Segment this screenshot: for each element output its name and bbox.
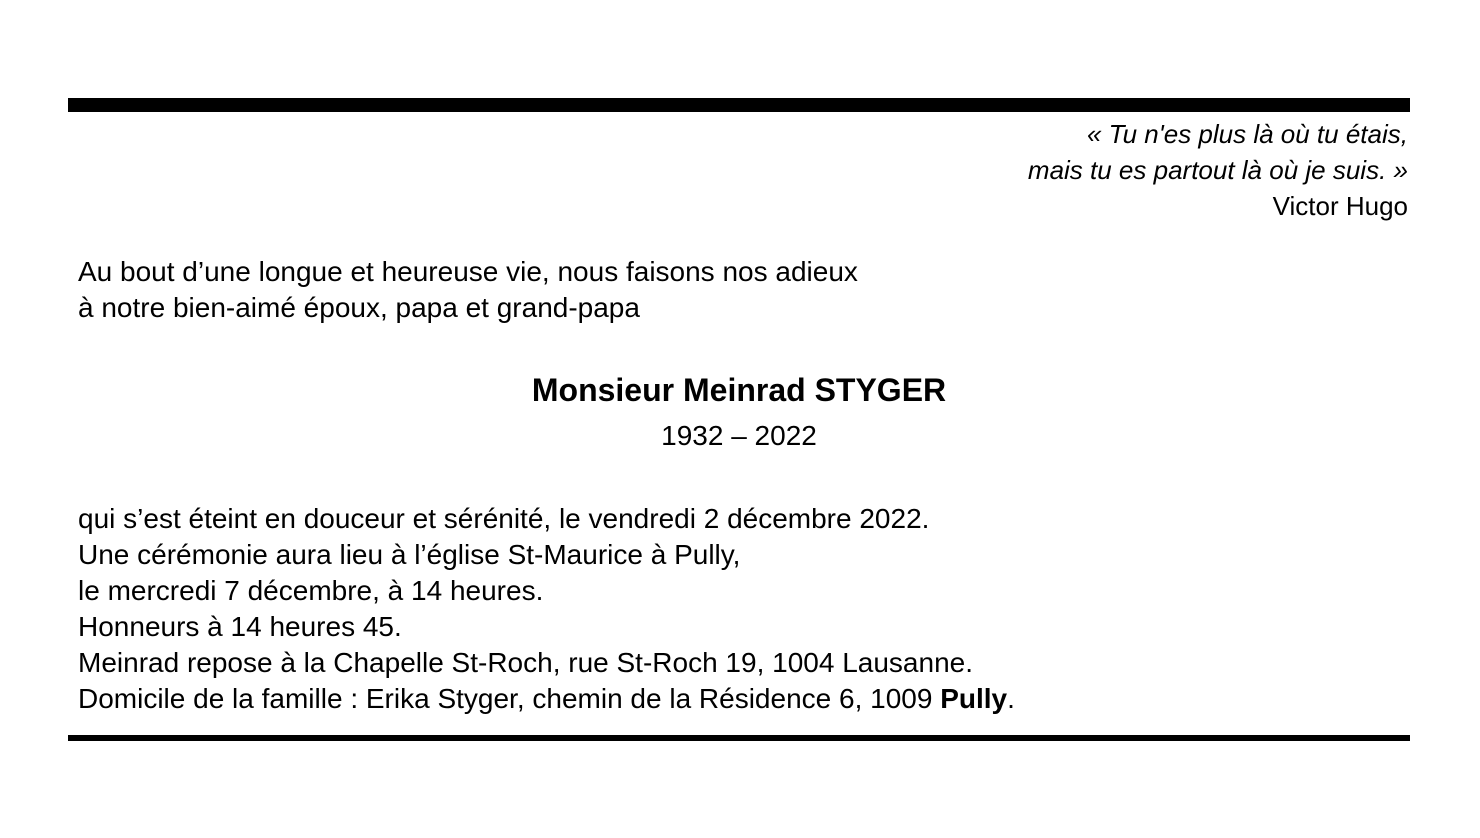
epigraph bbox=[1028, 116, 1408, 224]
family-address-city: Pully bbox=[940, 683, 1008, 714]
epigraph-attribution: Victor Hugo bbox=[1272, 191, 1408, 221]
details-paragraph bbox=[78, 501, 1015, 717]
family-address-text: Domicile de la famille : Erika Styger, chemin de la Résidence 6, 1009 bbox=[78, 683, 941, 714]
intro-paragraph bbox=[78, 254, 858, 326]
details-line-5: Meinrad repose à la Chapelle St-Roch, rue St-Roch 19, 1004 Lausanne. bbox=[78, 647, 973, 678]
intro-line-1: Au bout d’une longue et heureuse vie, nous faisons nos adieux bbox=[78, 256, 858, 287]
deceased-name: Monsieur Meinrad STYGER bbox=[531, 372, 947, 408]
details-line-3: le mercredi 7 décembre, à 14 heures. bbox=[78, 575, 544, 606]
details-line-6 bbox=[78, 681, 1015, 717]
epigraph-line-1: « Tu n'es plus là où tu étais, bbox=[1086, 119, 1408, 149]
details-line-2: Une cérémonie aura lieu à l’église St-Maurice à Pully, bbox=[78, 539, 741, 570]
epigraph-line-2: mais tu es partout là où je suis. » bbox=[1027, 155, 1408, 185]
deceased-years: 1932 – 2022 bbox=[661, 420, 817, 451]
intro-line-2: à notre bien-aimé époux, papa et grand-papa bbox=[78, 292, 640, 323]
family-address-period: . bbox=[1007, 683, 1015, 714]
bottom-rule bbox=[68, 735, 1410, 741]
top-rule bbox=[68, 98, 1410, 112]
details-line-1: qui s’est éteint en douceur et sérénité, le vendredi 2 décembre 2022. bbox=[78, 503, 930, 534]
details-line-4: Honneurs à 14 heures 45. bbox=[78, 611, 402, 642]
